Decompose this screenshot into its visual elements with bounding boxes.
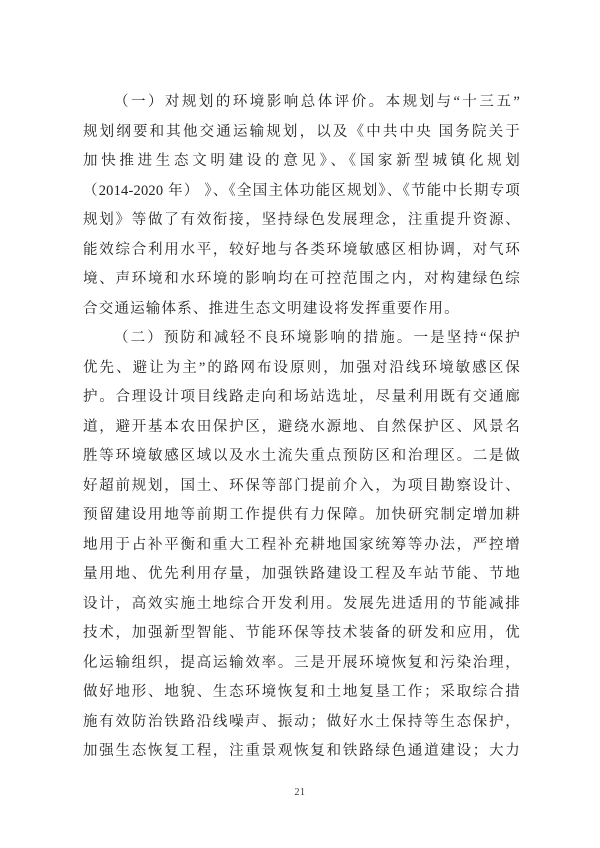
text-line: （一）对规划的环境影响总体评价。本规划与“十三五” xyxy=(114,94,520,110)
text-line: 优先、避让为主”的路网布设原则，加强对沿线环境敏感区保 xyxy=(83,359,520,376)
text-block xyxy=(83,88,520,767)
text-line: 预留建设用地等前期工作提供有力保障。加快研究制定增加耕 xyxy=(83,507,520,523)
text-line: 施有效防治铁路沿线噪声、振动；做好水土保持等生态保护， xyxy=(83,713,520,730)
text-line: 护。合理设计项目线路走向和场站选址，尽量利用既有交通廊 xyxy=(83,389,520,405)
page-number: 21 xyxy=(294,787,306,798)
text-line: 境、声环境和水环境的影响均在可控范围之内，对构建绿色综 xyxy=(83,271,520,287)
page-footer xyxy=(0,782,600,800)
text-line: 好超前规划，国土、环保等部门提前介入，为项目勘察设计、 xyxy=(83,477,520,494)
paragraph-2 xyxy=(83,324,520,767)
text-line: 胜等环境敏感区域以及水土流失重点预防区和治理区。二是做 xyxy=(83,448,520,464)
text-line: （2014-2020 年） 》、《全国主体功能区规划》、《节能中长期专项 xyxy=(83,182,520,199)
text-line: 合交通运输体系、推进生态文明建设将发挥重要作用。 xyxy=(83,300,460,317)
text-line: 道，避开基本农田保护区，避绕水源地、自然保护区、风景名 xyxy=(83,418,520,435)
text-line: 技术，加强新型智能、节能环保等技术装备的研发和应用，优 xyxy=(83,625,520,641)
text-line: 加强生态恢复工程，注重景观恢复和铁路绿色通道建设；大力 xyxy=(83,743,520,759)
text-line: 化运输组织，提高运输效率。三是开展环境恢复和污染治理， xyxy=(83,654,520,671)
text-line: 做好地形、地貌、生态环境恢复和土地复垦工作；采取综合措 xyxy=(83,684,520,700)
text-line: （二）预防和减轻不良环境影响的措施。一是坚持“保护 xyxy=(114,330,520,346)
text-line: 地用于占补平衡和重大工程补充耕地国家统筹等办法，严控增 xyxy=(83,536,520,553)
text-line: 量用地、优先利用存量，加强铁路建设工程及车站节能、节地 xyxy=(83,566,520,582)
text-line: 能效综合利用水平，较好地与各类环境敏感区相协调，对气环 xyxy=(83,241,520,258)
paragraph-1 xyxy=(83,88,520,324)
text-line: 加快推进生态文明建设的意见》、《国家新型城镇化规划 xyxy=(83,153,520,169)
text-line: 规划》等做了有效衔接，坚持绿色发展理念，注重提升资源、 xyxy=(83,212,520,228)
text-line: 规划纲要和其他交通运输规划，以及《中共中央 国务院关于 xyxy=(83,123,520,140)
text-line: 设计，高效实施土地综合开发利用。发展先进适用的节能减排 xyxy=(83,595,520,612)
